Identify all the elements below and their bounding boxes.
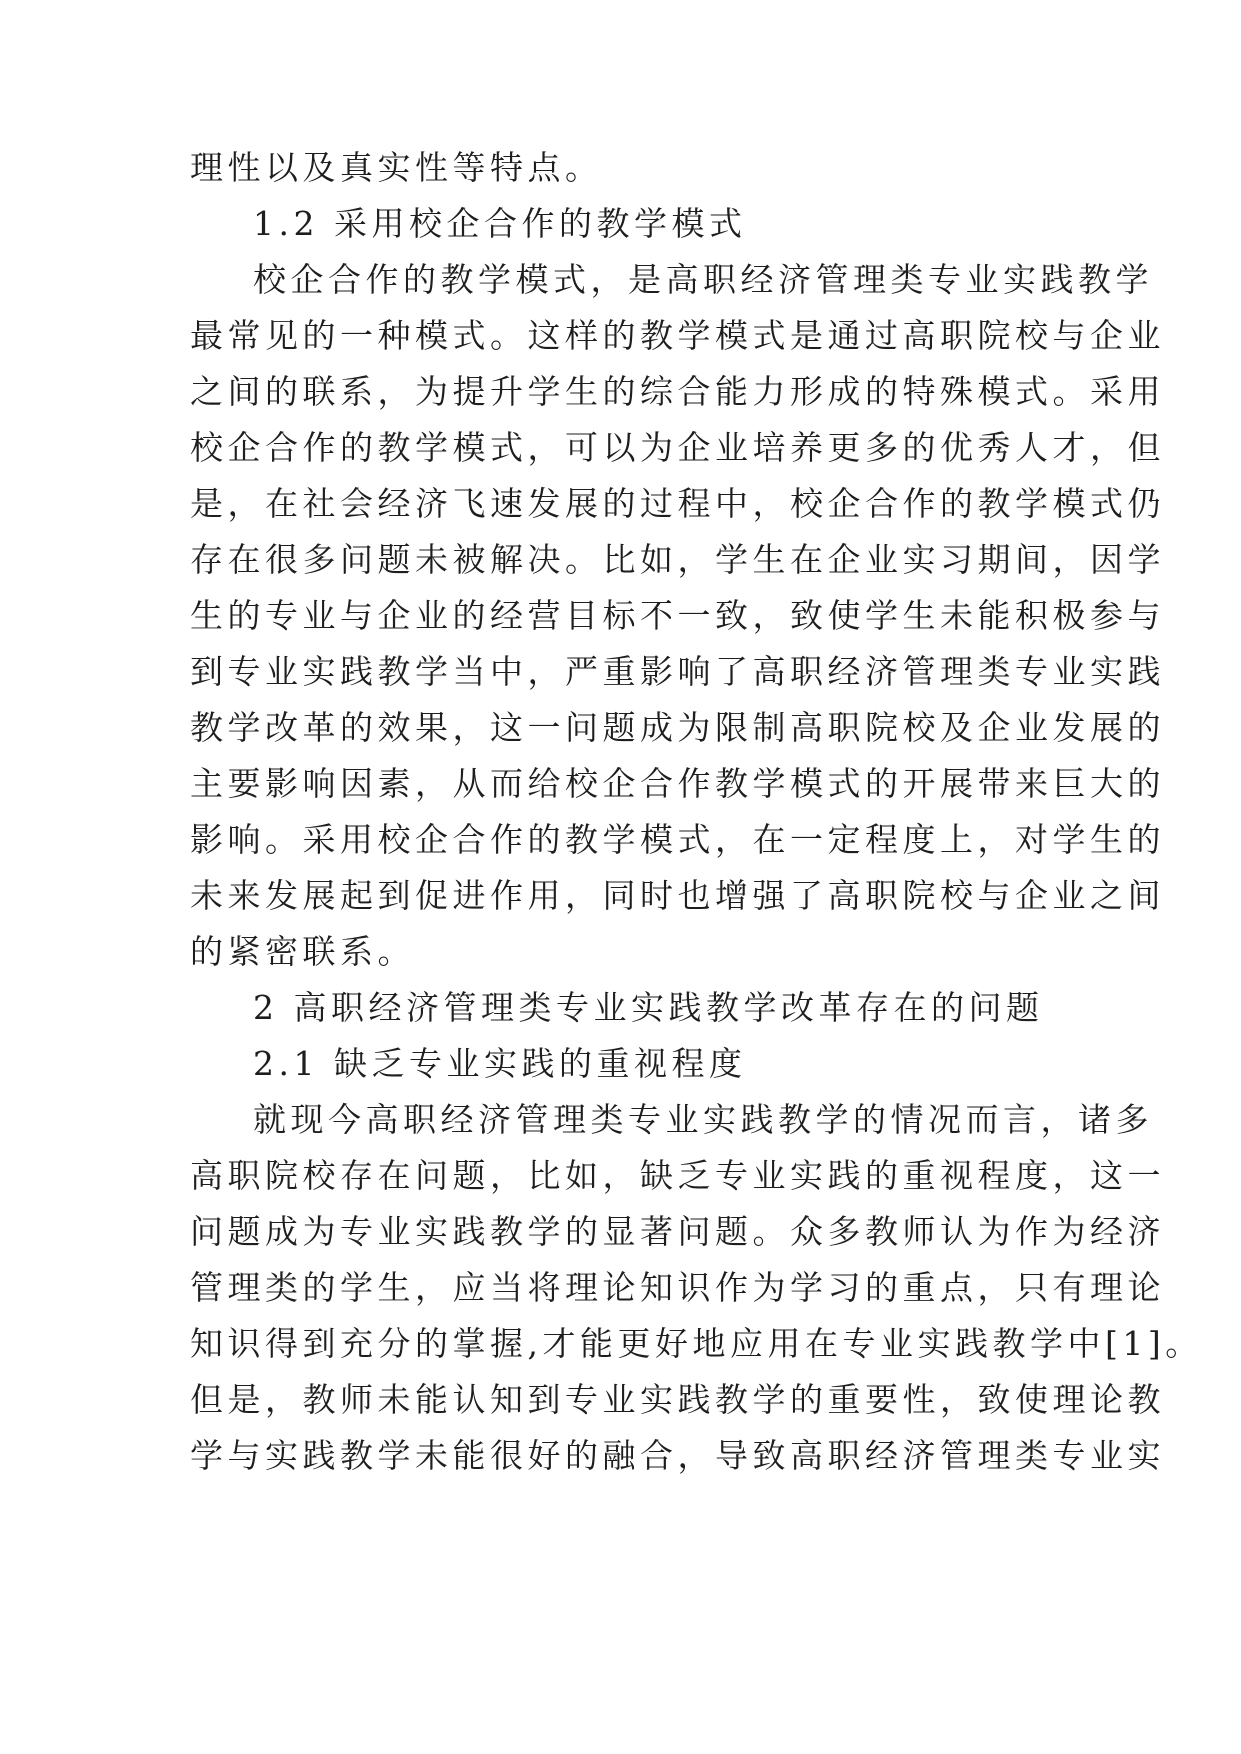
paragraph-line: 问题成为专业实践教学的显著问题。众多教师认为作为经济 [190, 1212, 1165, 1251]
paragraph-line: 教学改革的效果，这一问题成为限制高职院校及企业发展的 [190, 708, 1165, 747]
section-heading: 2 高职经济管理类专业实践教学改革存在的问题 [253, 988, 1044, 1027]
paragraph-line: 高职院校存在问题，比如，缺乏专业实践的重视程度，这一 [190, 1156, 1165, 1195]
paragraph-line: 但是，教师未能认知到专业实践教学的重要性，致使理论教 [190, 1380, 1165, 1419]
paragraph-line: 知识得到充分的掌握,才能更好地应用在专业实践教学中[1]。 [190, 1324, 1203, 1363]
paragraph-line: 校企合作的教学模式，是高职经济管理类专业实践教学 [253, 260, 1153, 299]
paragraph-line: 校企合作的教学模式，可以为企业培养更多的优秀人才，但 [190, 428, 1165, 467]
paragraph-line: 主要影响因素，从而给校企合作教学模式的开展带来巨大的 [190, 764, 1165, 803]
section-heading: 1.2 采用校企合作的教学模式 [253, 204, 747, 243]
paragraph-line: 管理类的学生，应当将理论知识作为学习的重点，只有理论 [190, 1268, 1165, 1307]
paragraph-line: 存在很多问题未被解决。比如，学生在企业实习期间，因学 [190, 540, 1165, 579]
paragraph-line: 未来发展起到促进作用，同时也增强了高职院校与企业之间 [190, 876, 1165, 915]
paragraph-line: 影响。采用校企合作的教学模式，在一定程度上，对学生的 [190, 820, 1165, 859]
paragraph-line: 就现今高职经济管理类专业实践教学的情况而言，诸多 [253, 1100, 1153, 1139]
paragraph-line: 生的专业与企业的经营目标不一致，致使学生未能积极参与 [190, 596, 1165, 635]
paragraph-line: 是，在社会经济飞速发展的过程中，校企合作的教学模式仍 [190, 484, 1165, 523]
paragraph-line: 之间的联系，为提升学生的综合能力形成的特殊模式。采用 [190, 372, 1165, 411]
paragraph-line: 学与实践教学未能很好的融合，导致高职经济管理类专业实 [190, 1436, 1165, 1475]
paragraph-line: 最常见的一种模式。这样的教学模式是通过高职院校与企业 [190, 316, 1165, 355]
section-heading: 2.1 缺乏专业实践的重视程度 [253, 1044, 747, 1083]
paragraph-line: 理性以及真实性等特点。 [190, 148, 603, 187]
paragraph-line: 的紧密联系。 [190, 932, 415, 971]
paragraph-line: 到专业实践教学当中，严重影响了高职经济管理类专业实践 [190, 652, 1165, 691]
